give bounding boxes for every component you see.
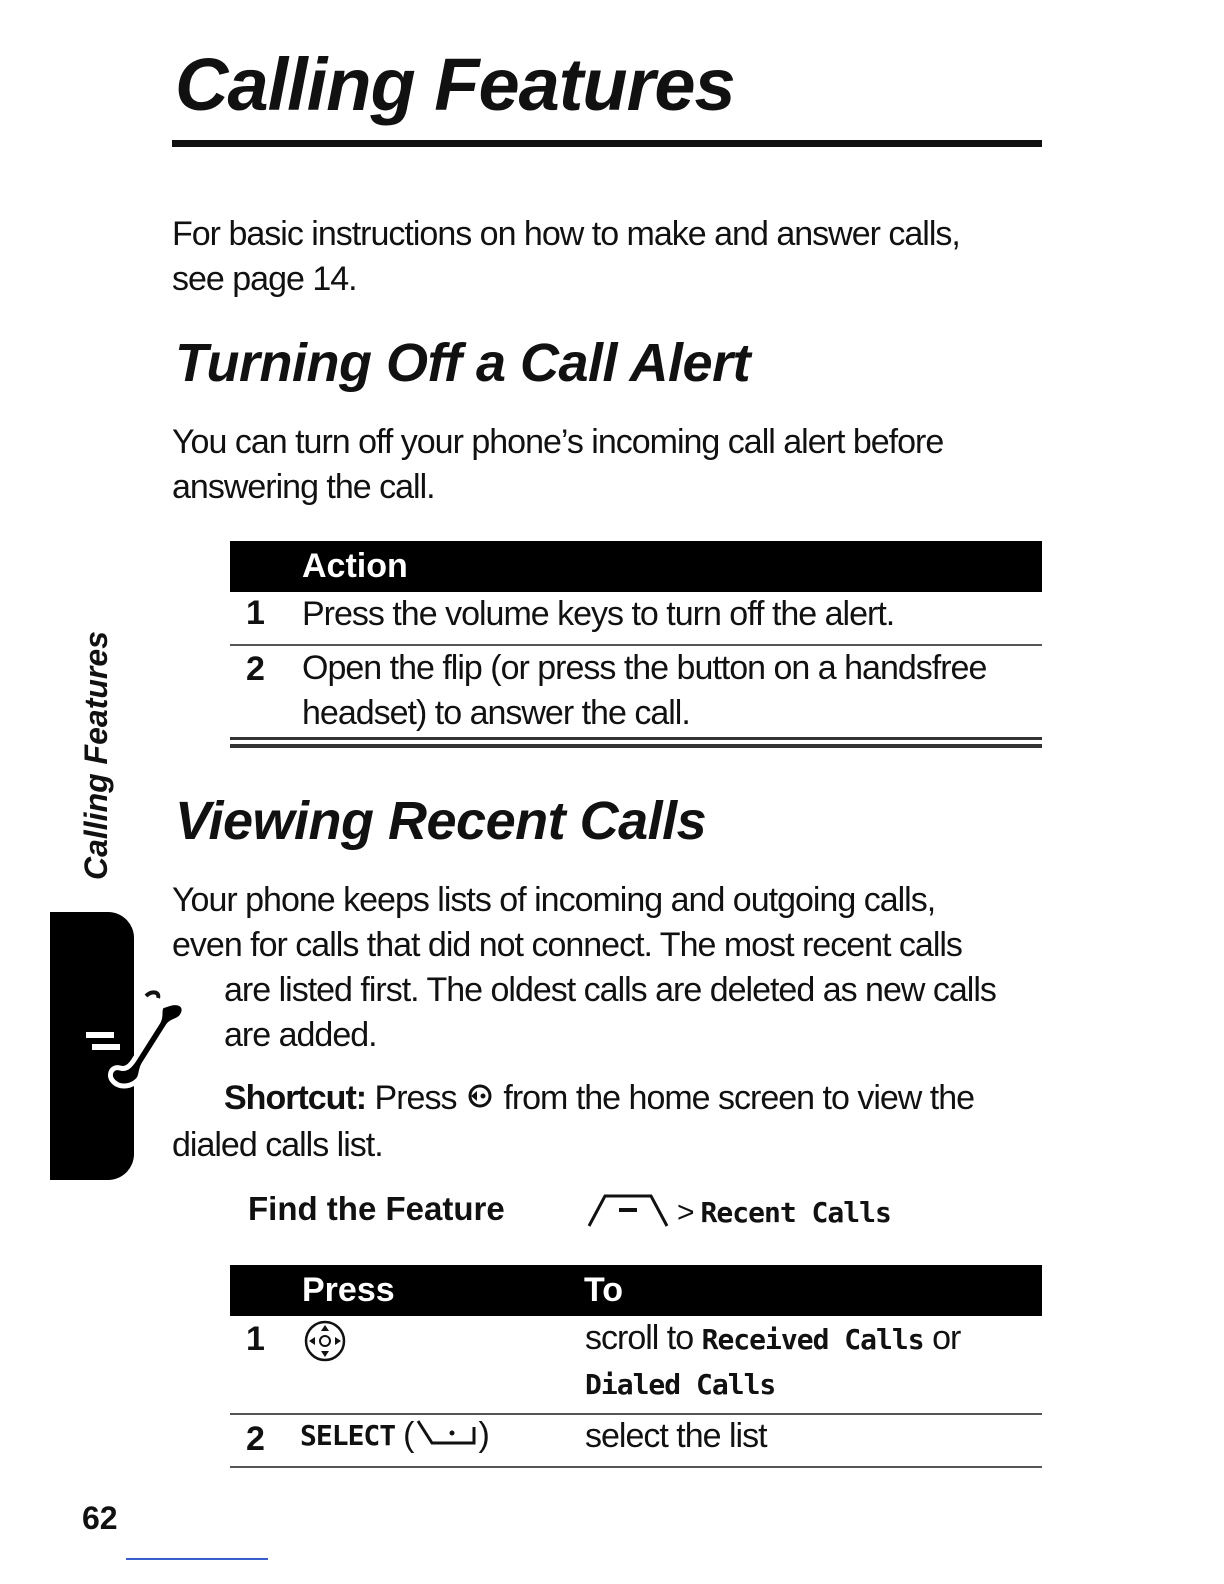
nav-key-icon [300,1318,350,1369]
call-alert-line-2: answering the call. [172,468,435,506]
press-row-2-number: 2 [246,1420,265,1458]
to-column-label: To [584,1271,624,1309]
action-row-1-number: 1 [246,594,265,632]
action-column-label: Action [302,547,408,585]
action-row-1-text: Press the volume keys to turn off the alert. [302,595,895,633]
press-table-header [230,1265,1042,1316]
find-feature-separator: > [677,1195,695,1229]
section-heading-call-alert: Turning Off a Call Alert [175,333,751,393]
recent-calls-line-3: are listed first. The oldest calls are deleted as new calls [224,971,996,1009]
find-feature-label: Find the Feature [248,1190,505,1227]
shortcut-paragraph [172,1076,974,1168]
press-row-1-to-line-1 [585,1316,960,1362]
action-table-header [230,541,1042,592]
side-section-label: Calling Features [78,631,114,880]
find-feature-value: Recent Calls [700,1196,891,1229]
paren-open: ( [403,1416,415,1454]
bottom-link-underline [126,1558,268,1560]
shortcut-line-1 [172,1076,974,1123]
intro-paragraph [172,212,960,302]
shortcut-line-2: dialed calls list. [172,1125,383,1164]
phone-handset-icon [82,990,202,1115]
call-alert-line-1: You can turn off your phone’s incoming call alert before [172,423,944,461]
recent-calls-line-1: Your phone keeps lists of incoming and outgoing calls, [172,881,936,919]
action-row-2-text [302,646,986,736]
action-row-2-line-1: Open the flip (or press the button on a handsfree [302,649,987,687]
page-title: Calling Features [175,43,735,126]
intro-line-2: see page 14. [172,260,357,298]
action-row-2-number: 2 [246,650,265,688]
dialed-calls-label: Dialed Calls [585,1368,776,1401]
find-feature-path [585,1192,891,1233]
action-table-bottom-rule-2 [230,744,1042,748]
title-rule [172,140,1042,147]
select-key-label: SELECT [300,1419,396,1452]
recent-calls-paragraph [172,878,996,1058]
action-row-2-line-2: headset) to answer the call. [302,694,690,732]
intro-line-1: For basic instructions on how to make and answer calls, [172,215,960,253]
recent-calls-line-4: are added. [224,1016,377,1054]
recent-calls-line-2: even for calls that did not connect. The most recent calls [172,926,962,964]
right-soft-key-icon [414,1417,478,1454]
shortcut-text-a: Press [374,1079,457,1117]
press-column-label: Press [302,1271,395,1309]
shortcut-text-b: from the home screen to view the [503,1079,975,1117]
call-alert-paragraph [172,420,943,510]
or-text: or [932,1319,961,1357]
received-calls-label: Received Calls [701,1323,924,1356]
section-heading-recent-calls: Viewing Recent Calls [175,791,707,851]
menu-key-icon [585,1192,671,1233]
action-table-bottom-rule [230,737,1042,740]
press-row-2-press [300,1416,490,1455]
paren-close: ) [478,1416,490,1454]
page-number: 62 [82,1500,118,1536]
press-table-bottom-rule [230,1466,1042,1468]
press-row-2-to: select the list [585,1417,767,1455]
scroll-to-text: scroll to [585,1319,694,1357]
press-row-1-to [585,1316,960,1407]
nav-key-icon [465,1078,495,1123]
shortcut-label: Shortcut: [224,1079,367,1117]
press-row-1-number: 1 [246,1320,265,1358]
